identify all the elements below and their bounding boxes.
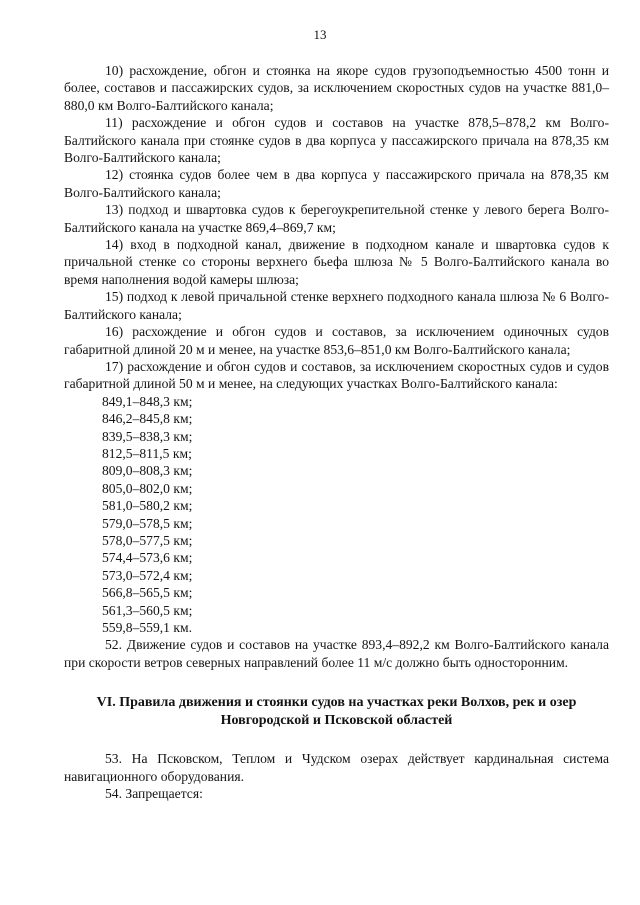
item-10: 10) расхождение, обгон и стоянка на якоре судов грузоподъемностью 4500 тонн и более, составов и пассажирских судов, за исключением скоростных судов на участке 881,0–880,0 км Волго-Балтийского канала; — [64, 63, 609, 113]
km-range-item: 846,2–845,8 км; — [102, 411, 193, 427]
item-15: 15) подход к левой причальной стенке верхнего подходного канала шлюза № 6 Волго-Балтийского канала; — [64, 289, 609, 322]
item-53: 53. На Псковском, Теплом и Чудском озерах действует кардинальная система навигационного оборудования. — [64, 751, 609, 784]
km-range-item: 573,0–572,4 км; — [102, 567, 193, 583]
section-heading-line-1: VI. Правила движения и стоянки судов на участках реки Волхов, рек и озер — [96, 695, 577, 711]
km-range-item: 839,5–838,3 км; — [102, 428, 193, 444]
page-number: 13 — [313, 27, 327, 42]
km-range-item: 559,8–559,1 км. — [102, 620, 192, 635]
item-16: 16) расхождение и обгон судов и составов, за исключением одиночных судов габаритной длиной 20 м и менее, на участке 853,6–851,0 км Волго-Балтийского канала; — [64, 324, 609, 357]
section-heading — [64, 694, 609, 730]
km-range-item: 805,0–802,0 км; — [102, 480, 193, 496]
km-range-item: 579,0–578,5 км; — [102, 515, 193, 531]
km-range-item: 849,1–848,3 км; — [102, 393, 193, 409]
item-54: 54. Запрещается: — [105, 786, 203, 802]
item-14: 14) вход в подходной канал, движение в подходном канале и швартовка судов к причальной стенке со стороны верхнего бьефа шлюза № 5 Волго-Балтийского канала во время наполнения водой камеры шлюза; — [64, 237, 609, 287]
km-range-item: 561,3–560,5 км; — [102, 602, 193, 618]
item-17: 17) расхождение и обгон судов и составов, за исключением скоростных судов и судов габаритной длиной 50 м и менее, на следующих участках Волго-Балтийского канала: — [64, 358, 609, 392]
item-13: 13) подход и швартовка судов к берегоукрепительной стенке у левого берега Волго-Балтийского канала на участке 869,4–869,7 км; — [64, 202, 609, 235]
km-range-item: 809,0–808,3 км; — [102, 463, 193, 479]
item-12: 12) стоянка судов более чем в два корпуса у пассажирского причала на 878,35 км Волго-Балтийского канала; — [64, 167, 609, 200]
item-52: 52. Движение судов и составов на участке 893,4–892,2 км Волго-Балтийского канала при скорости ветров северных направлений более 11 м/с должно быть односторонним. — [64, 637, 609, 670]
document-body — [64, 62, 609, 802]
item-11: 11) расхождение и обгон судов и составов на участке 878,5–878,2 км Волго-Балтийского канала при стоянке судов в два корпуса у пассажирского причала на 878,35 км Волго-Балтийского канала; — [64, 115, 609, 166]
km-range-item: 578,0–577,5 км; — [102, 532, 193, 548]
km-range-list — [64, 393, 609, 637]
km-range-item: 581,0–580,2 км; — [102, 498, 193, 514]
km-range-item: 574,4–573,6 км; — [102, 550, 193, 566]
km-range-item: 566,8–565,5 км; — [102, 585, 193, 601]
section-heading-line-2: Новгородской и Псковской областей — [220, 713, 453, 729]
km-range-item: 812,5–811,5 км; — [102, 445, 192, 461]
